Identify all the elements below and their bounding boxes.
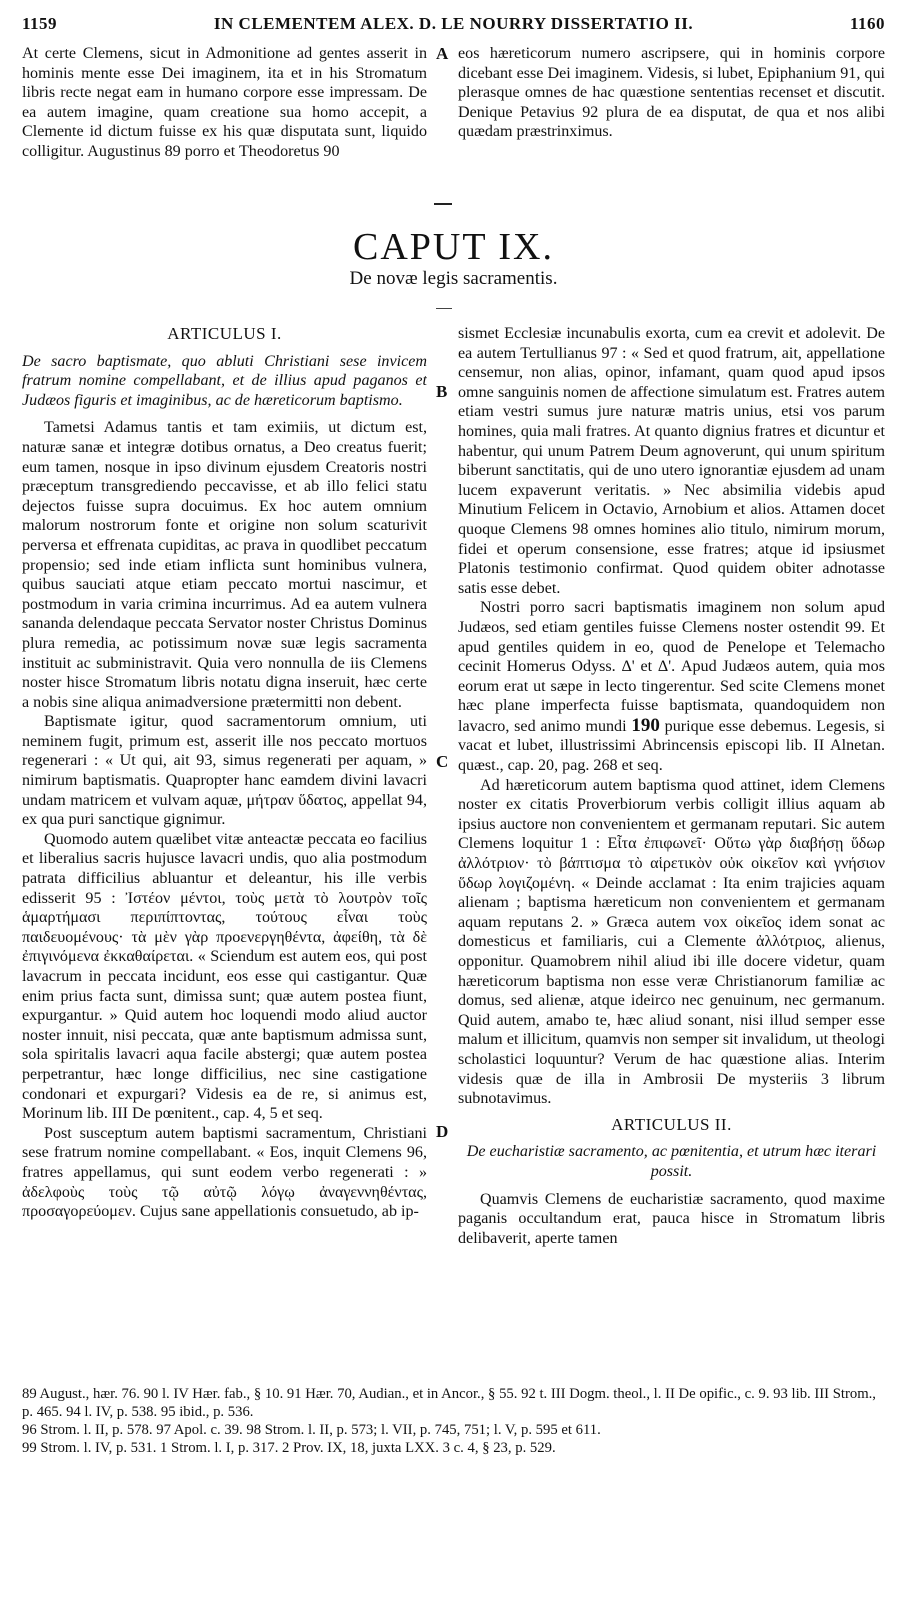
margin-mark-c: C <box>436 752 449 771</box>
margin-mark-a: A <box>436 44 449 63</box>
page-number-right: 1160 <box>849 14 885 33</box>
right-column <box>458 324 885 1374</box>
paragraph: sismet Ecclesiæ incunabulis exorta, cum ea crevit et adolevit. De ea autem Tertullianus 97 : « Sed et quod fratrum, ait, appellatione censemur, non alias, opinor, infamant, quam quod apud ipsos omne sanguinis nomen de affectione simulatum est. Fratres autem etiam vestri sumus jure naturæ matris unius, etsi vos parum homines, quia mali fratres. At quanto dignius fratres et dicuntur et habentur, qui unum Patrem Deum agnoverunt, qui unum spiritum biberunt sanctitatis, qui de uno utero ignorantiæ ejusdem ad unam lucem expaverunt veritatis. » Nec absimilia videbis apud Minutium Felicem in Octavio, Arnobium et alios. Attamen docet quoque Clemens 98 omnes homines alio titulo, nimirum morum, fidei et operum consensione, esse fratres; atque id ipsiusmet Platonis testimonio confirmat. Quod quidem obiter adnotasse satis esse debet. <box>458 325 885 597</box>
running-header <box>22 14 885 36</box>
top-right-paragraph: eos hæreticorum numero ascripsere, qui in hominis corpore dicebant esse Dei imaginem. Videsis, si lubet, Epiphanium 91, qui plerasque omnes de hac quæstione sententias recenset et discutit. Denique Petavius 92 plura de ea disputat, de qua et nos alibi quædam præstrinximus. <box>458 45 885 141</box>
chapter-title: CAPUT IX. <box>353 226 554 268</box>
article2-title: De eucharistiæ sacramento, ac pœnitentia, et utrum hæc iterari possit. <box>466 1143 877 1180</box>
paragraph: Baptismate igitur, quod sacramentorum omnium, uti neminem fugit, primum est, asserit ille nos peccato mortuos regenerari : « Ut qui, ait 93, simus regenerati per aquam, » nimirum baptismatis. Quapropter hanc eamdem divini lavacri undam matricem et vulvam aquæ, μήτραν ὕδατος, appellat 94, ex qua puri sanctique gignimur. <box>22 713 427 829</box>
paragraph <box>458 598 885 775</box>
inline-page-number: 190 <box>631 714 660 736</box>
chapter-subtitle: De novæ legis sacramentis. <box>349 268 558 289</box>
paragraph: Quamvis Clemens de eucharistiæ sacramento, quod maxime paganis occultandum erat, pauca hisce in Stromatum libris delibaverit, aperte tamen <box>458 1190 885 1247</box>
top-right-column <box>458 44 885 142</box>
paragraph: Ad hæreticorum autem baptisma quod attinet, idem Clemens noster ex citatis Proverbiorum verbis colligit illius aquam ab ipsius auctore non convenientem et germanam reputari. Sic autem Clemens loquitur 1 : Εἶτα ἐπιφωνεῖ· Οὕτω γὰρ διαβήσῃ ὕδωρ ἀλλότριον· τὸ βάπτισμα τὸ αἱρετικὸν οὐκ οἰκεῖον καὶ γνήσιον ὕδωρ λογιζομένη. « Deinde acclamat : Ita enim trajicies aquam alienam ; baptisma hæreticum non convenientem et germanam aquam reputans 2. » Græca autem vox οἰκεῖος idem sonat ac domesticus et familiaris, cui a Clemente ἀλλότριος, alienus, opponitur. Quamobrem nihil aliud ibi ille docere videtur, quam hæreticorum baptisma non esse veræ Christianorum familiæ ac domus, sed alienæ, atque ideirco nec genuinum, nec germanum. Quid autem, amabo te, hæc aliud sonant, nisi illud semper esse malum et illicitum, quamvis non semper sit invalidum, ut theologi scholastici loquuntur? Verum de hac quæstione alias. Interim videsis quæ de illa in Ambrosii De mysteriis 3 librum subnotavimus. <box>458 776 885 1108</box>
top-left-column <box>22 44 427 162</box>
paragraph: Quomodo autem quælibet vitæ anteactæ peccata eo facilius et liberalius sacris hujusce lavacri undis, quo alia postmodum patrata difficilius abluantur et deleantur, his ille verbis edisserit 95 : Ἰστέον μέντοι, τοὺς μετὰ τὸ λουτρὸν τοῖς ἁμαρτήμασι περιπίπτοντας, τούτους εἶναι τοὺς παιδευομένους· τὰ μὲν γὰρ προενεργηθέντα, ἀφείθη, τὰ δὲ ἐπιγινόμενα ἐκκαθαίρεται. « Sciendum est autem eos, qui post lavacrum in peccata incidunt, eos esse qui castigantur. Quæ enim prius facta sunt, dimissa sunt; quæ autem postea fiunt, expurgantur. » Quid autem hoc loquendi modo aliud auctor noster innuit, nisi peccata, quæ ante baptismum admissa sunt, sola spiritalis lavacri aqua facile abstergi; quæ autem postea perpetrantur, hæc longe difficilius, nec sine castigatione condonari et expurgari? Videsis ea de re, si animus est, Morinum lib. III De pœnitent., cap. 4, 5 et seq. <box>22 830 427 1123</box>
paragraph: Tametsi Adamus tantis et tam eximiis, ut dictum est, naturæ sanæ et integræ dotibus ornatus, a Deo creatus fuerit; eum tamen, nosque in ipso divinum ejusdem Creatoris nostri præceptum transgrediendo peccavisse, et ab illo felici statu dejectos fuisse supra docuimus. Ex hoc autem omnium malorum nostrorum fonte et origine non solum scaturivit perversa et effrenata cupiditas, ac prava in quodlibet peccatum propensio; sed inde etiam inflicta sunt hominibus vulnera, quibus sauciati atque etiam peccato mortui nascimur, et postmodum in varia crimina incurrimus. Ad ea autem vulnera sananda delendaque peccata Servator noster Christus Dominus plura remedia, ac potissimum novæ suæ legis sacramenta instituit ac subministravit. Quia vero nonnulla de iis Clemens noster hisce Stromatum libris notatu digna inseruit, hæc certe a nobis sine aliqua animadversione prætermitti non debent. <box>22 419 427 711</box>
paragraph: Post susceptum autem baptismi sacramentum, Christiani sese fratrum nomine compellabant. « Eos, inquit Clemens 96, fratres appellamus, qui sunt eodem verbo regenerati : » ἀδελφοὺς τοὺς τῷ αὐτῷ λόγῳ ἀναγεννηθέντας, προσαγορεύομεν. Cujus sane appellationis consuetudo, ab ip- <box>22 1124 427 1221</box>
article2-heading: ARTICULUS II. <box>611 1114 732 1134</box>
footnote-line: 89 August., hær. 76. 90 l. IV Hær. fab., § 10. 91 Hær. 70, Audian., et in Ancor., § 55. 92 t. III Dogm. theol., l. II De opific., c. 9. 93 lib. III Strom., p. 465. 94 l. IV, p. 538. 95 ibid., p. 536. <box>22 1386 876 1420</box>
margin-mark-d: D <box>436 1122 449 1141</box>
margin-mark-b: B <box>436 382 448 401</box>
header-title: IN CLEMENTEM ALEX. D. LE NOURRY DISSERTATIO II. <box>213 14 694 33</box>
top-left-paragraph: At certe Clemens, sicut in Admonitione ad gentes asserit in hominis mente esse Dei imaginem, ita et in his Stromatum libris recte negat eam in humano corpore esse impressam. De ea autem imagine, quam creatione sua homo accepit, a Clemente id dictum fuisse ex his quæ disputata sunt, liquido colligitur. Augustinus 89 porro et Theodoretus 90 <box>22 45 427 160</box>
article1-heading: ARTICULUS I. <box>167 324 282 343</box>
article1-title: De sacro baptismate, quo abluti Christiani sese invicem fratrum nomine compellabant, et de illius apud paganos et Judæos figuris et imaginibus, ac de hæreticorum baptismo. <box>22 352 427 409</box>
chapter-rule <box>436 308 452 309</box>
footnote-line: 99 Strom. l. IV, p. 531. 1 Strom. l. I, p. 317. 2 Prov. IX, 18, juxta LXX. 3 c. 4, § 23, p. 529. <box>22 1440 556 1456</box>
page-number-left: 1159 <box>22 14 58 33</box>
footnote-line: 96 Strom. l. II, p. 578. 97 Apol. c. 39. 98 Strom. l. II, p. 573; l. VII, p. 745, 751; l. V, p. 595 et 611. <box>22 1422 601 1438</box>
ornament-divider <box>434 203 452 205</box>
paragraph-text: purique esse debemus. Legesis, si vacat et lubet, illustrissimi Abrincensis episcopi lib. II Alnetan. quæst., cap. 20, pag. 268 et seq. <box>458 717 885 775</box>
left-column <box>22 324 427 1374</box>
footnotes <box>22 1385 885 1457</box>
paragraph-text: Nostri porro sacri baptismatis imaginem non solum apud Judæos, sed etiam gentiles fuisse Clemens noster ostendit 99. Et apud gentiles quidem in eo, quod de Penelope et Telemacho cecinit Homerus Odyss. Δ' et Δ'. Apud Judæos autem, quia mos eorum erat ut sæpe in lecto tingerentur. Sed scite Clemens monet hæc plane imperfecta fuisse baptismata, quandoquidem non lavacro, sed animo mundi <box>458 599 885 735</box>
